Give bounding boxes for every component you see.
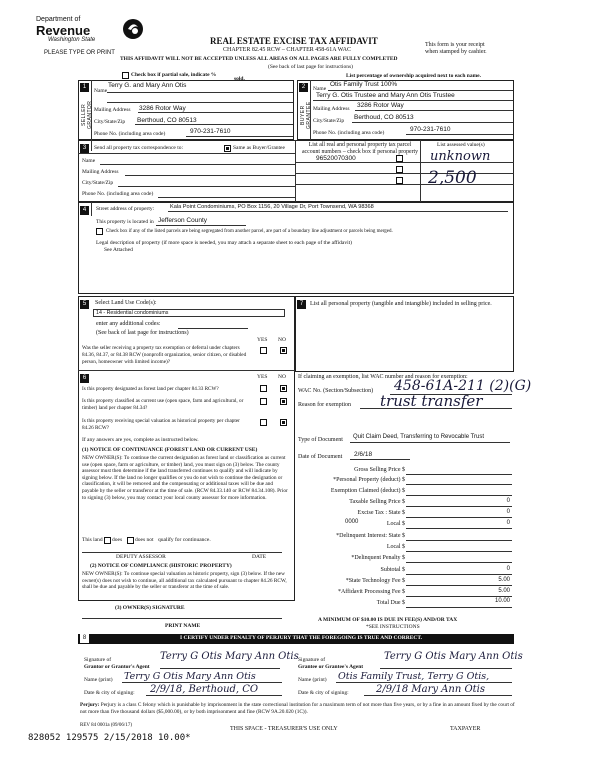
minimum-due-note: A MINIMUM OF $10.00 IS DUE IN FEE(S) AND/OR TAX bbox=[318, 617, 458, 623]
boundary-checkbox[interactable] bbox=[96, 228, 103, 235]
grantee-date-city[interactable]: 2/9/18 Mary Ann Otis bbox=[376, 684, 486, 695]
seller-mailing[interactable]: 3286 Rotor Way bbox=[139, 105, 186, 112]
seller-city-label: City/State/Zip bbox=[94, 119, 126, 125]
subtotal-value[interactable]: 0 bbox=[506, 566, 510, 572]
assessed-value-unknown: unknown bbox=[430, 149, 491, 164]
qualify-label: qualify for continuance. bbox=[158, 537, 211, 543]
grantee-name-print[interactable]: Otis Family Trust, Terry G Otis, bbox=[338, 671, 490, 682]
no-header-2: NO bbox=[278, 374, 286, 380]
current-use-question: Is this property classified as current use (open space, farm and agricultural, or timber) land per chapter 84.34? bbox=[82, 398, 244, 411]
same-as-buyer-checkbox[interactable] bbox=[224, 145, 231, 152]
see-back-note: (See back of last page for instructions) bbox=[268, 64, 353, 70]
correspondence-label: Send all property tax correspondence to: bbox=[94, 145, 184, 151]
taxpayer-label: TAXPAYER bbox=[450, 726, 481, 732]
yes-header-1: YES bbox=[257, 337, 268, 343]
property-street[interactable]: Kala Point Condominiums, PO Box 1156, 20 Village Dr, Port Townsend, WA 98368 bbox=[170, 204, 374, 210]
grantor-sig-label-2: Grantor or Grantor's Agent bbox=[84, 664, 150, 670]
tech-fee-value[interactable]: 5.00 bbox=[498, 577, 510, 583]
grantee-name-print-label: Name (print) bbox=[298, 677, 327, 683]
grantee-sig-label-2: Grantee or Grantee's Agent bbox=[298, 664, 364, 670]
buyer-name-label: Name bbox=[313, 86, 327, 92]
excise-state-value[interactable]: 0 bbox=[506, 509, 510, 515]
parcel-personal-checkbox-3[interactable] bbox=[396, 177, 403, 184]
print-name-label: PRINT NAME bbox=[165, 623, 201, 629]
parcel-number[interactable]: 96520070300 bbox=[316, 155, 356, 162]
exemption-claim-label: If claiming an exemption, list WAC number and reason for exemption: bbox=[298, 374, 468, 380]
assessed-value-amount: 2,500 bbox=[428, 168, 477, 188]
doc-type-label: Type of Document bbox=[298, 437, 343, 443]
buyer-mailing[interactable]: 3286 Rotor Way bbox=[357, 102, 404, 109]
deputy-assessor-label: DEPUTY ASSESSOR bbox=[116, 554, 166, 560]
grantee-signature[interactable]: Terry G Otis Mary Ann Otis bbox=[384, 651, 523, 662]
section-5-badge: 5 bbox=[80, 300, 89, 309]
buyer-phone[interactable]: 970-231-7610 bbox=[410, 126, 451, 133]
historic-yes-checkbox[interactable] bbox=[260, 419, 267, 426]
seller-mailing-label: Mailing Address bbox=[94, 107, 131, 113]
assessed-header: List assessed value(s) bbox=[437, 142, 485, 148]
partial-sale-label: Check box if partial sale, indicate % bbox=[131, 72, 217, 78]
section-2-badge: 2 bbox=[299, 83, 308, 92]
land-use-label: Select Land Use Code(s): bbox=[95, 300, 157, 306]
corr-name-label: Name bbox=[82, 158, 96, 164]
grantor-name-print-label: Name (print) bbox=[84, 677, 113, 683]
current-use-yes-checkbox[interactable] bbox=[260, 398, 267, 405]
excise-local-value[interactable]: 0 bbox=[506, 520, 510, 526]
exemption-question: Was the seller receiving a property tax exemption or deferral under chapters 84.36, 84.37, or 84.38 RCW (nonprofit organization, senior citizen, or disabled person, homeowner with limited income)? bbox=[82, 345, 247, 365]
section-4-badge: 4 bbox=[80, 206, 89, 215]
reason-label: Reason for exemption bbox=[298, 402, 351, 408]
taxable-label: Taxable Selling Price $ bbox=[349, 499, 405, 505]
forest-no-checkbox[interactable] bbox=[280, 385, 287, 392]
owner-signature-label: (3) OWNER(S) SIGNATURE bbox=[115, 605, 185, 611]
yes-header-2: YES bbox=[257, 374, 268, 380]
treasurer-space: THIS SPACE - TREASURER'S USE ONLY bbox=[230, 726, 338, 732]
logo-dept-line: Department of bbox=[36, 16, 81, 23]
gross-label: Gross Selling Price $ bbox=[354, 467, 405, 473]
personal-property-label: List all personal property (tangible and intangible) included in selling price. bbox=[310, 301, 492, 307]
grantee-date-city-label: Date & city of signing: bbox=[298, 690, 349, 696]
subtotal-label: Subtotal $ bbox=[380, 567, 405, 573]
dor-logo bbox=[34, 16, 154, 48]
land-does-not-checkbox[interactable] bbox=[127, 537, 134, 544]
parcel-personal-checkbox-2[interactable] bbox=[396, 166, 403, 173]
perjury-bold: Perjury: bbox=[80, 702, 100, 708]
property-county[interactable]: Jefferson County bbox=[158, 217, 208, 224]
property-box bbox=[78, 202, 514, 294]
wac-value[interactable]: 458-61A-211 (2)(G) bbox=[394, 378, 532, 394]
seller-phone[interactable]: 970-231-7610 bbox=[190, 128, 231, 135]
total-due-label: Total Due $ bbox=[376, 600, 405, 606]
reason-value[interactable]: trust transfer bbox=[380, 392, 483, 410]
processing-fee-value[interactable]: 5.00 bbox=[498, 588, 510, 594]
perjury-notice bbox=[80, 702, 516, 716]
doc-date-label: Date of Document bbox=[298, 454, 343, 460]
if-yes-instruction: If any answers are yes, complete as instructed below. bbox=[82, 437, 199, 443]
exemption-no-checkbox[interactable] bbox=[280, 347, 287, 354]
land-does-label: This land bbox=[82, 537, 103, 543]
buyer-city[interactable]: Berthoud, CO 80513 bbox=[354, 114, 414, 121]
same-as-buyer-label: Same as Buyer/Grantee bbox=[233, 145, 285, 151]
seller-city[interactable]: Berthoud, CO 80513 bbox=[137, 117, 197, 124]
current-use-no-checkbox[interactable] bbox=[280, 398, 287, 405]
parcel-header: List all real and personal property tax parcel account numbers – check box if personal property bbox=[301, 142, 419, 155]
seller-phone-label: Phone No. (including area code) bbox=[94, 131, 166, 137]
partial-sale-checkbox[interactable] bbox=[122, 72, 129, 79]
land-use-select[interactable] bbox=[93, 309, 285, 317]
form-subtitle: CHAPTER 82.45 RCW – CHAPTER 458-61A WAC bbox=[223, 47, 351, 53]
exemption-claimed-label: Exemption Claimed (deduct) $ bbox=[330, 488, 405, 494]
buyer-name[interactable]: Otis Family Trust 100% bbox=[330, 81, 398, 88]
legal-value: See Attached bbox=[104, 247, 133, 253]
doc-type[interactable]: Quit Claim Deed, Transferring to Revocable Trust bbox=[353, 434, 485, 440]
certify-statement: I CERTIFY UNDER PENALTY OF PERJURY THAT THE FOREGOING IS TRUE AND CORRECT. bbox=[180, 635, 423, 641]
notice-1-text: NEW OWNER(S): To continue the current designation as forest land or classification as current use (open space, farm or agriculture, or timber) land, you must sign on (3) below. The county assessor must then determine if the land transferred continues to qualify and will indicate by signing below. If the land no longer qualifies or you do not wish to continue the designation or classification, it will be removed and the compensating or additional taxes will be due and payable by the seller or transferor at the time of sale. (RCW 84.33.140 or RCW 84.34.108). Prior to signing (3) below, you may contact your local county assessor for more information. bbox=[82, 455, 288, 501]
buyer-mailing-label: Mailing Address bbox=[313, 106, 350, 112]
deputy-date-label: DATE bbox=[252, 554, 267, 560]
receipt-note-1: This form is your receipt bbox=[425, 42, 485, 48]
processing-fee-label: *Affidavit Processing Fee $ bbox=[337, 589, 405, 595]
grantee-sig-label-1: Signature of bbox=[298, 657, 326, 663]
section-3-badge: 3 bbox=[80, 144, 89, 153]
historic-question: Is this property receiving special valuation as historical property per chapter 84.26 RCW? bbox=[82, 418, 240, 431]
partial-sale-sold: sold. bbox=[234, 76, 245, 82]
additional-codes-label: enter any additional codes: bbox=[96, 321, 161, 327]
receipt-note-2: when stamped by cashier. bbox=[425, 49, 487, 55]
grantor-date-city[interactable]: 2/9/18, Berthoud, CO bbox=[150, 684, 259, 695]
located-label: This property is located in bbox=[96, 219, 154, 225]
logo-state-line: Washington State bbox=[48, 37, 96, 43]
excise-local-label: Local $ bbox=[386, 521, 405, 527]
local-code: 0000 bbox=[345, 519, 359, 525]
section-7-badge: 7 bbox=[297, 300, 306, 309]
seller-side-label: SELLER GRANTOR bbox=[81, 100, 93, 130]
form-title: REAL ESTATE EXCISE TAX AFFIDAVIT bbox=[210, 36, 378, 46]
parcel-personal-checkbox[interactable] bbox=[396, 155, 403, 162]
buyer-phone-label: Phone No. (including area code) bbox=[313, 130, 385, 136]
street-label: Street address of property: bbox=[96, 206, 155, 212]
logo-revenue-line: Revenue bbox=[36, 23, 91, 38]
corr-phone-label: Phone No. (including area code) bbox=[82, 191, 154, 197]
exemption-yes-checkbox[interactable] bbox=[260, 347, 267, 354]
excise-state-label: Excise Tax : State $ bbox=[357, 510, 405, 516]
section-6-badge: 6 bbox=[80, 374, 89, 383]
buyer-name-2[interactable]: Terry G. Otis Trustee and Mary Ann Otis Trustee bbox=[316, 92, 455, 99]
treasurer-stamp: 828052 129575 2/15/2018 10.00* bbox=[28, 733, 191, 743]
notice-2-text: NEW OWNER(S): To continue special valuation as historic property, sign (3) below. If the new owner(s) does not wish to continue, all additional tax calculated pursuant to chapter 84.26 RCW, shall be due and payable by the seller or transferor at the time of sale. bbox=[82, 571, 287, 591]
land-use-see-back: (See back of last page for instructions) bbox=[96, 330, 189, 336]
buyer-city-label: City/State/Zip bbox=[313, 118, 345, 124]
corr-city-label: City/State/Zip bbox=[82, 180, 114, 186]
form-warning: THIS AFFIDAVIT WILL NOT BE ACCEPTED UNLESS ALL AREAS ON ALL PAGES ARE FULLY COMPLETED bbox=[120, 56, 398, 62]
grantor-sig-label-1: Signature of bbox=[84, 657, 112, 663]
no-header-1: NO bbox=[278, 337, 286, 343]
does-label: does bbox=[112, 537, 123, 543]
print-instruction: PLEASE TYPE OR PRINT bbox=[44, 50, 115, 56]
does-not-label: does not bbox=[135, 537, 154, 543]
seller-name[interactable]: Terry G. and Mary Ann Otis bbox=[108, 82, 187, 89]
land-does-checkbox[interactable] bbox=[104, 537, 111, 544]
grantor-name-print[interactable]: Terry G Otis Mary Ann Otis bbox=[124, 671, 256, 682]
taxable-value[interactable]: 0 bbox=[506, 498, 510, 504]
seller-name-label: Name bbox=[94, 88, 108, 94]
see-instructions: *SEE INSTRUCTIONS bbox=[366, 624, 420, 630]
logo-swirl-icon bbox=[122, 18, 144, 40]
doc-date[interactable]: 2/6/18 bbox=[354, 451, 373, 458]
forest-yes-checkbox[interactable] bbox=[260, 385, 267, 392]
grantor-signature[interactable]: Terry G Otis Mary Ann Otis bbox=[160, 651, 299, 662]
ownership-note: List percentage of ownership acquired next to each name. bbox=[346, 73, 481, 79]
tech-fee-label: *State Technology Fee $ bbox=[345, 578, 405, 584]
legal-label: Legal description of property (if more space is needed, you may attach a separate sheet to each page of the affidavit) bbox=[96, 240, 352, 246]
notice-1-title: (1) NOTICE OF CONTINUANCE (FOREST LAND OR CURRENT USE) bbox=[82, 447, 258, 453]
interest-local-label: Local $ bbox=[386, 544, 405, 550]
section-8-badge: 8 bbox=[80, 634, 89, 643]
total-due-value[interactable]: 10.00 bbox=[494, 598, 510, 604]
boundary-note: Check box if any of the listed parcels are being segregated from another parcel, are part of a boundary line adjustment or parcels being merged. bbox=[106, 229, 393, 234]
rev-number: REV 84 0001a (09/06/17) bbox=[80, 723, 132, 728]
penalty-label: *Delinquent Penalty $ bbox=[351, 555, 405, 561]
land-use-code: 14 - Residential condominiums bbox=[96, 310, 169, 316]
buyer-side-label: BUYER GRANTEE bbox=[300, 101, 312, 129]
historic-no-checkbox[interactable] bbox=[280, 419, 287, 426]
corr-mailing-label: Mailing Address bbox=[82, 169, 119, 175]
forest-land-question: Is this property designated as forest land per chapter 84.33 RCW? bbox=[82, 386, 219, 392]
section-1-badge: 1 bbox=[80, 83, 89, 92]
perjury-text: Perjury is a class C felony which is punishable by imprisonment in the state correctional institution for a maximum term of not more than five years, or by a fine in an amount fixed by the court of not more than five thousand dollars ($5,000.00), or by both imprisonment and fine (RCW 9A.20.020 (1C)). bbox=[80, 702, 515, 715]
wac-label: WAC No. (Section/Subsection) bbox=[298, 388, 374, 394]
personal-label: *Personal Property (deduct) $ bbox=[333, 477, 405, 483]
grantor-date-city-label: Date & city of signing: bbox=[84, 690, 135, 696]
interest-state-label: *Delinquent Interest: State $ bbox=[336, 533, 405, 539]
notice-2-title: (2) NOTICE OF COMPLIANCE (HISTORIC PROPERTY) bbox=[90, 563, 232, 569]
